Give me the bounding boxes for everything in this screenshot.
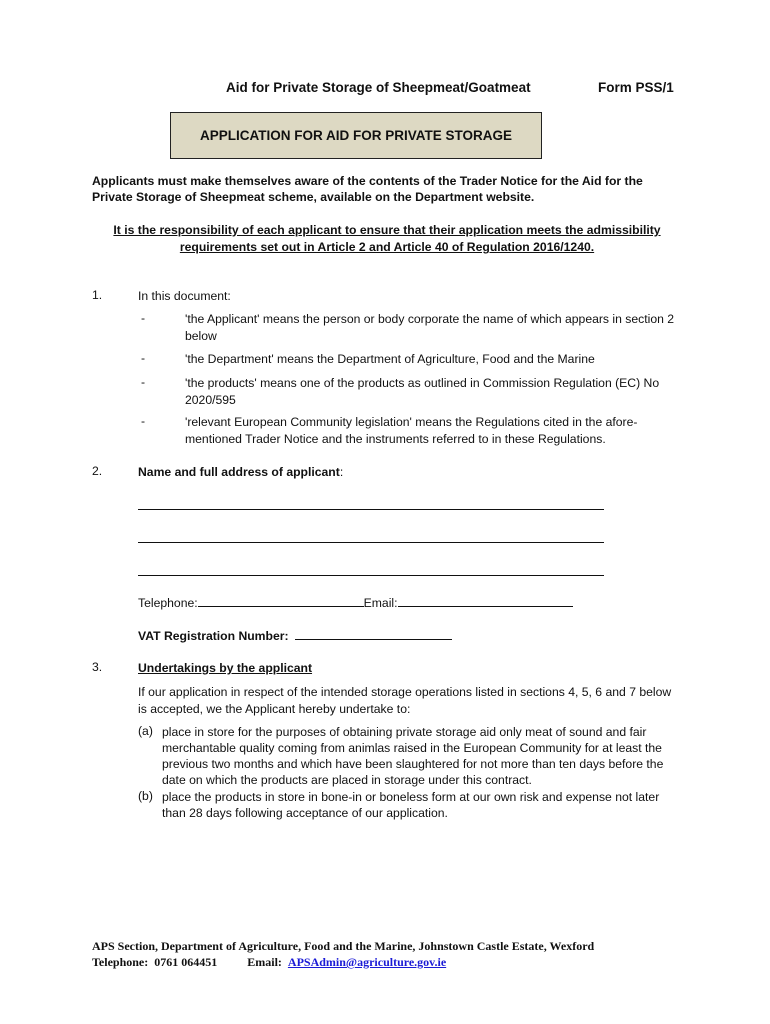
definition-dash: - [141,311,146,325]
undertaking-b-text: place the products in store in bone-in or boneless form at our own risk and expense not later than 28 days following acceptance of our application. [162,790,660,820]
section-2-heading-colon: : [339,465,344,479]
address-line-1[interactable] [138,509,604,510]
definition-dash: - [141,351,146,365]
definition-dash: - [141,375,146,389]
section-2-number: 2. [92,464,103,478]
section-2-heading-row [138,464,683,481]
footer-contact [92,954,712,970]
intro-paragraph: Applicants must make themselves aware of the contents of the Trader Notice for the Aid for the Private Storage of Sheepmeat scheme, available on the Department website. [92,174,643,204]
definition-department: 'the Department' means the Department of Agriculture, Food and the Marine [185,352,595,366]
admissibility-warning: It is the responsibility of each applicant to ensure that their application meets the admissibility requirements set out in Article 2 and Article 40 of Regulation 2016/1240. [113,223,661,254]
form-id: Form PSS/1 [598,80,674,95]
contact-row [138,594,573,610]
email-label: Email: [363,596,398,610]
footer-email-link[interactable]: APSAdmin@agriculture.gov.ie [287,955,447,969]
footer-telephone: 0761 064451 [154,955,218,969]
telephone-label: Telephone: [138,596,198,610]
application-title-box [170,112,542,159]
address-line-3[interactable] [138,575,604,576]
application-title: APPLICATION FOR AID FOR PRIVATE STORAGE [199,128,512,143]
undertaking-a-text: place in store for the purposes of obtaining private storage aid only meat of sound and fair merchantable quality coming from animlas raised in the European Community for at least the previous two months and which have been slaughtered for not more than ten days before the date on which the products are placed in storage under this contract. [162,725,664,787]
definition-products: 'the products' means one of the products as outlined in Commission Regulation (EC) No 2020/595 [185,376,660,407]
section-3-number: 3. [92,660,103,674]
footer-address: APS Section, Department of Agriculture, Food and the Marine, Johnstown Castle Estate, Wexford [92,939,595,953]
footer-email-label: Email: [247,955,282,969]
definition-legislation: 'relevant European Community legislation' means the Regulations cited in the afore-mentioned Trader Notice and the instruments referred to in these Regulations. [185,415,638,446]
section-3-intro: If our application in respect of the intended storage operations listed in sections 4, 5, 6 and 7 below is accepted, we the Applicant hereby undertake to: [138,685,672,716]
vat-row [138,627,452,643]
section-2-heading: Name and full address of applicant [138,465,340,479]
address-line-2[interactable] [138,542,604,543]
email-field[interactable] [398,594,573,607]
undertaking-b-label: (b) [138,789,153,803]
vat-field[interactable] [295,627,452,640]
definition-applicant: 'the Applicant' means the person or body corporate the name of which appears in section 2 below [185,312,675,343]
undertaking-a-label: (a) [138,724,153,738]
section-1-number: 1. [92,288,103,302]
definition-dash: - [141,414,146,428]
section-3-heading: Undertakings by the applicant [138,661,313,675]
footer [92,938,712,970]
section-1-heading: In this document: [138,289,231,303]
vat-label: VAT Registration Number: [138,629,289,643]
form-title: Aid for Private Storage of Sheepmeat/Goatmeat [226,80,531,95]
telephone-field[interactable] [198,594,364,607]
footer-telephone-label: Telephone: [92,955,149,969]
